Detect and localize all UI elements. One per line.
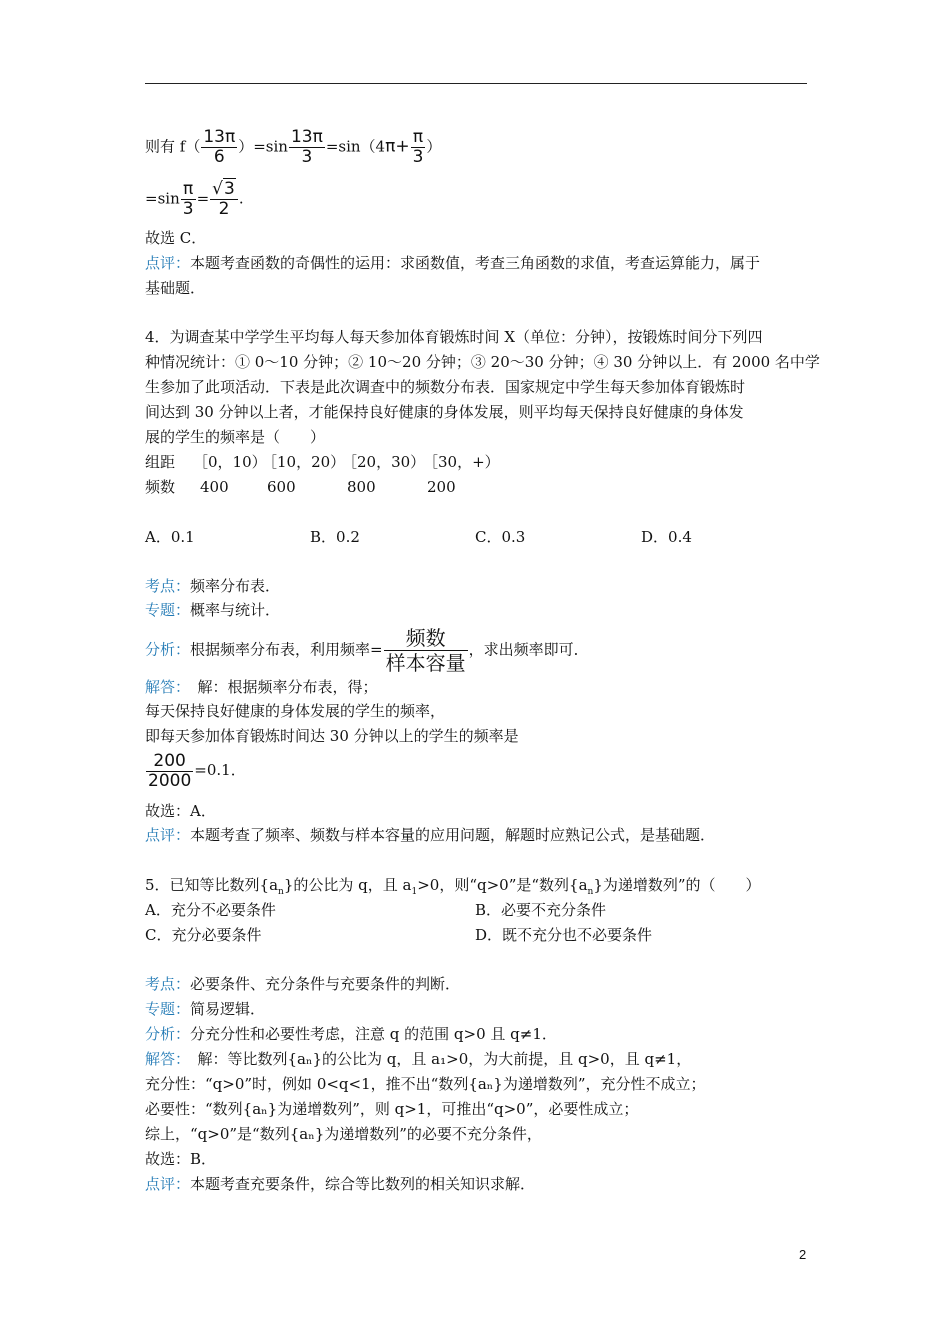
denominator: 3 xyxy=(182,199,194,219)
option-b: B．0.2 xyxy=(310,528,360,546)
q4-stem-2: 种情况统计：① 0～10 分钟；② 10～20 分钟；③ 20～30 分钟；④ 30 分钟以上．有 2000 名中学 xyxy=(145,353,820,371)
table-cell: 800 xyxy=(347,478,376,496)
text: }为递增数列”的（ ） xyxy=(593,876,761,894)
text: ，求出频率即可． xyxy=(468,640,589,659)
subscript: n xyxy=(278,887,284,897)
q5-line-4: 综上，“q>0”是“数列{aₙ}为递增数列”的必要不充分条件， xyxy=(145,1125,542,1143)
text: = xyxy=(196,189,210,208)
text: 根据频率分布表，利用频率= xyxy=(190,640,383,659)
text: >0，则“q>0”是“数列{a xyxy=(417,876,588,894)
text: 频率分布表． xyxy=(190,577,281,595)
sqrt-symbol xyxy=(212,180,236,199)
text: 则有 f（ xyxy=(145,137,201,156)
text: =sin（4 xyxy=(325,137,386,156)
text: ）=sin xyxy=(238,137,288,156)
q4-fenxi xyxy=(145,626,589,675)
q5-fenxi xyxy=(145,1024,557,1044)
numerator: 13π xyxy=(290,127,323,147)
text: . xyxy=(238,189,244,208)
text: 解：根据频率分布表，得； xyxy=(182,678,378,696)
denominator: 样本容量 xyxy=(385,651,466,675)
table-row-label-groups: 组距 xyxy=(145,453,176,471)
subscript: n xyxy=(587,887,594,897)
numerator: 13π xyxy=(203,127,236,147)
q5-jieda xyxy=(145,1049,691,1069)
text: 本题考查充要条件，综合等比数列的相关知识求解． xyxy=(190,1175,536,1193)
q5-line-2: 充分性：“q>0”时，例如 0<q<1，推不出“数列{aₙ}为递增数列”，充分性不成立； xyxy=(145,1075,706,1093)
numerator: 频数 xyxy=(384,626,468,651)
denominator: 3 xyxy=(301,147,313,167)
text: 解：等比数列{aₙ}的公比为 q，且 a₁>0，为大前提，且 q>0，且 q≠1， xyxy=(182,1050,692,1068)
q4-kaodian xyxy=(145,576,280,596)
fraction-sqrt3-2 xyxy=(210,180,238,219)
choice-line: 故选 C． xyxy=(145,229,207,247)
denominator: 6 xyxy=(213,147,225,167)
text: 分充分性和必要性考虑，注意 q 的范围 q>0 且 q≠1． xyxy=(190,1025,557,1043)
fenxi-label: 分析： xyxy=(145,1025,191,1043)
text: =0.1． xyxy=(194,761,246,779)
q4-stem-5: 展的学生的频率是（ ） xyxy=(145,428,326,446)
fraction-pi-3 xyxy=(181,180,196,219)
q4-jieda-2: 每天保持良好健康的身体发展的学生的频率， xyxy=(145,702,446,720)
text: 概率与统计． xyxy=(190,601,281,619)
comment-line-1 xyxy=(145,253,760,273)
q4-result xyxy=(145,750,246,791)
q4-stem-4: 间达到 30 分钟以上者，才能保持良好健康的身体发展，则平均每天保持良好健康的身体发 xyxy=(145,403,744,421)
fraction-200-2000 xyxy=(146,752,193,791)
numerator: π xyxy=(181,180,196,200)
page-number: 2 xyxy=(799,1247,807,1262)
numerator: π xyxy=(411,128,426,148)
text: 5．已知等比数列{a xyxy=(145,876,279,894)
q4-jieda-3: 即每天参加体育锻炼时间达 30 分钟以上的学生的频率是 xyxy=(145,727,519,745)
comment-label: 点评： xyxy=(145,254,191,272)
text: 简易逻辑． xyxy=(190,1000,266,1018)
denominator: 3 xyxy=(412,147,424,167)
formula-line-2 xyxy=(145,180,244,219)
pi-symbol: π+ xyxy=(385,136,410,157)
q5-option-b: B．必要不充分条件 xyxy=(475,901,607,919)
q5-stem xyxy=(145,875,761,902)
q5-option-d: D．既不充分也不必要条件 xyxy=(475,926,653,944)
header-rule xyxy=(145,83,807,84)
option-a: A．0.1 xyxy=(145,528,195,546)
q4-jieda xyxy=(145,677,378,697)
table-cell: 600 xyxy=(267,478,296,496)
text: =sin xyxy=(145,189,180,208)
option-c: C．0.3 xyxy=(475,528,526,546)
q5-comment xyxy=(145,1174,535,1194)
table-cell: ［10，20） xyxy=(262,453,346,471)
radical-sign: √ xyxy=(212,179,223,199)
denominator: 2000 xyxy=(148,770,192,791)
comment-label: 点评： xyxy=(145,826,191,844)
comment-line-2: 基础题． xyxy=(145,279,206,297)
text: 本题考查了频率、频数与样本容量的应用问题，解题时应熟记公式，是基础题． xyxy=(190,826,716,844)
comment-text: 本题考查函数的奇偶性的运用：求函数值，考查三角函数的求值，考查运算能力，属于 xyxy=(190,254,761,272)
q5-option-c: C．充分必要条件 xyxy=(145,926,262,944)
zhuanti-label: 专题： xyxy=(145,601,191,619)
q5-option-a: A．充分不必要条件 xyxy=(145,901,276,919)
q5-choice: 故选：B． xyxy=(145,1150,217,1168)
kaodian-label: 考点： xyxy=(145,577,191,595)
q4-stem-1: 4．为调查某中学学生平均每人每天参加体育锻炼时间 X（单位：分钟），按锻炼时间分下列四 xyxy=(145,328,763,346)
table-cell: ［20，30） xyxy=(342,453,426,471)
table-cell: ［30，+） xyxy=(423,453,500,471)
jieda-label: 解答： xyxy=(145,1050,183,1068)
q5-kaodian xyxy=(145,974,460,994)
denominator: 2 xyxy=(218,199,230,219)
q4-comment xyxy=(145,825,715,845)
fraction-13pi-6 xyxy=(201,128,237,167)
jieda-label: 解答： xyxy=(145,678,183,696)
table-cell: 200 xyxy=(427,478,456,496)
fraction-pi-3 xyxy=(411,128,426,167)
table-cell: ［0，10） xyxy=(193,453,267,471)
option-d: D．0.4 xyxy=(641,528,692,546)
fenxi-label: 分析： xyxy=(145,640,191,659)
formula-line-1 xyxy=(145,128,441,167)
kaodian-label: 考点： xyxy=(145,975,191,993)
subscript: 1 xyxy=(411,887,418,897)
table-cell: 400 xyxy=(200,478,229,496)
q4-zhuanti xyxy=(145,600,280,620)
comment-label: 点评： xyxy=(145,1175,191,1193)
table-row-label-freq: 频数 xyxy=(145,478,176,496)
fraction-freq-over-sample xyxy=(384,626,468,675)
q4-choice: 故选：A． xyxy=(145,802,216,820)
q4-stem-3: 生参加了此项活动．下表是此次调查中的频数分布表．国家规定中学生每天参加体育锻炼时 xyxy=(145,378,746,396)
numerator: 200 xyxy=(146,752,193,772)
text: }的公比为 q，且 a xyxy=(283,876,412,894)
q5-zhuanti xyxy=(145,999,265,1019)
q5-line-3: 必要性：“数列{aₙ}为递增数列”，则 q>1，可推出“q>0”，必要性成立； xyxy=(145,1100,639,1118)
text: ） xyxy=(426,137,442,156)
fraction-13pi-3 xyxy=(289,128,325,167)
zhuanti-label: 专题： xyxy=(145,1000,191,1018)
radicand: 3 xyxy=(223,179,235,199)
text: 必要条件、充分条件与充要条件的判断． xyxy=(190,975,461,993)
